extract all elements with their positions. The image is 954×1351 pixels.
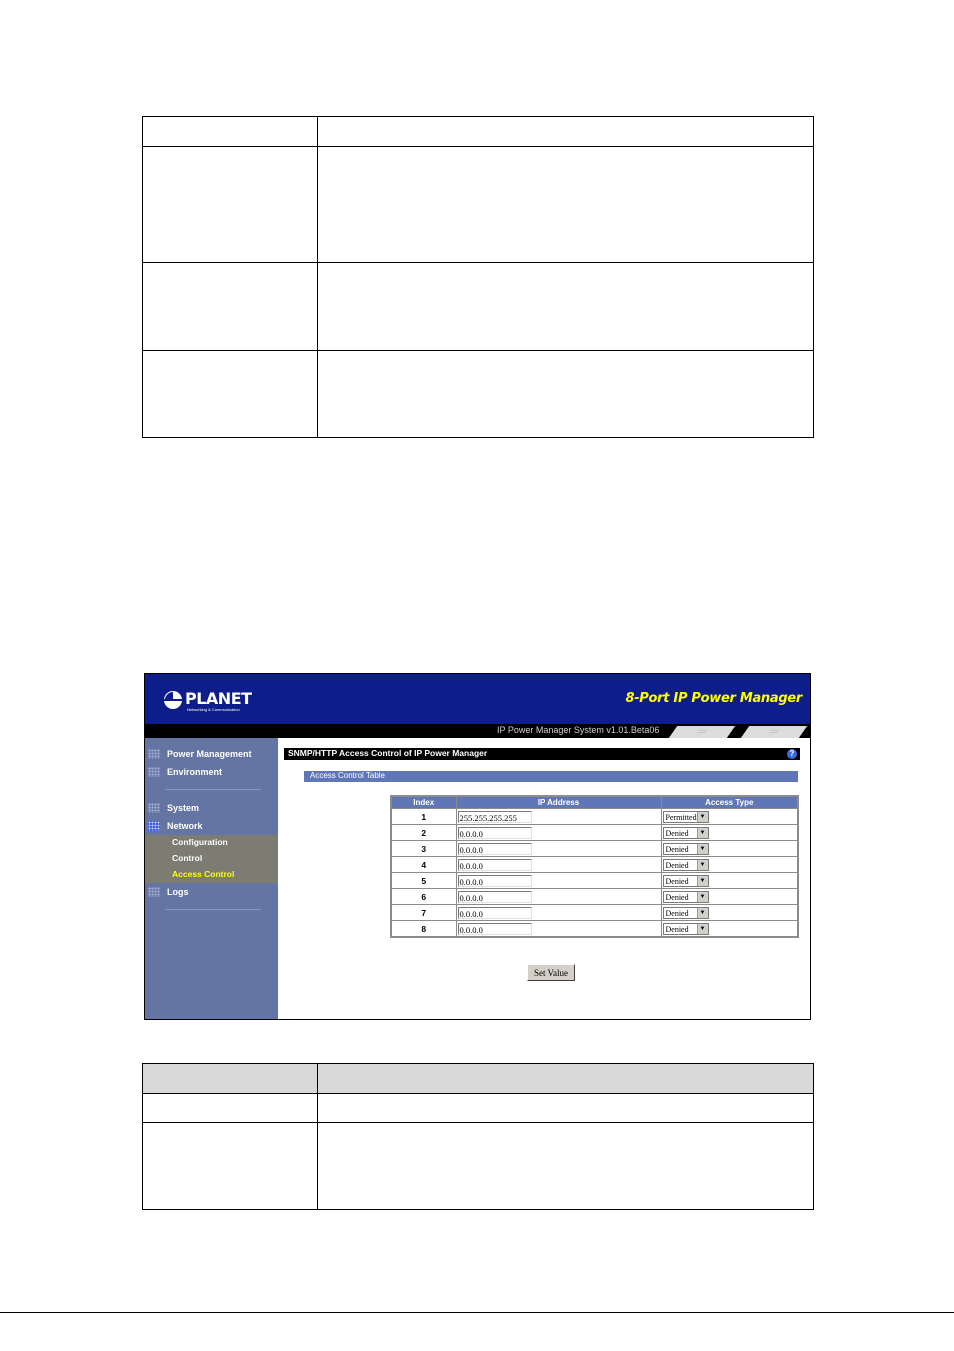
ip-cell bbox=[456, 825, 661, 841]
access-cell bbox=[661, 905, 798, 921]
bottom-table-cell bbox=[143, 1094, 318, 1123]
table-row bbox=[391, 857, 798, 873]
access-control-table bbox=[390, 795, 799, 938]
access-type-select[interactable] bbox=[663, 875, 709, 887]
access-type-value: Denied bbox=[665, 908, 689, 918]
column-header-ip-address: IP Address bbox=[456, 796, 661, 809]
set-value-button[interactable]: Set Value bbox=[527, 964, 575, 981]
access-type-select[interactable] bbox=[663, 843, 709, 855]
chevron-down-icon: ▼ bbox=[697, 828, 708, 838]
bottom-document-table bbox=[142, 1063, 814, 1210]
help-icon[interactable]: ? bbox=[787, 749, 797, 759]
table-row bbox=[391, 809, 798, 825]
system-tab-2[interactable]: ::::: bbox=[741, 726, 807, 738]
table-header-row bbox=[391, 796, 798, 809]
page-title: SNMP/HTTP Access Control of IP Power Manager bbox=[288, 748, 488, 758]
access-type-value: Denied bbox=[665, 860, 689, 870]
sidebar-item-label: Power Management bbox=[167, 749, 252, 759]
sidebar-item-label: System bbox=[167, 803, 200, 813]
access-type-select[interactable] bbox=[663, 891, 709, 903]
access-type-select[interactable] bbox=[663, 827, 709, 839]
sidebar-subitem-access-control[interactable]: Access Control bbox=[172, 869, 235, 879]
access-cell bbox=[661, 809, 798, 825]
table-row bbox=[391, 889, 798, 905]
system-bar bbox=[145, 724, 810, 738]
access-type-value: Denied bbox=[665, 924, 689, 934]
ip-address-input[interactable]: 0.0.0.0 bbox=[458, 843, 532, 855]
table-row bbox=[391, 873, 798, 889]
row-index: 8 bbox=[391, 921, 456, 938]
row-index: 5 bbox=[391, 873, 456, 889]
section-title: Access Control Table bbox=[310, 771, 385, 780]
ip-cell bbox=[456, 921, 661, 938]
access-type-value: Denied bbox=[665, 876, 689, 886]
top-table-cell bbox=[143, 263, 318, 351]
access-cell bbox=[661, 873, 798, 889]
access-cell bbox=[661, 825, 798, 841]
sidebar-item-label: Network bbox=[167, 821, 203, 831]
sidebar-item-power-management[interactable] bbox=[145, 746, 278, 762]
chevron-down-icon: ▼ bbox=[697, 844, 708, 854]
access-type-value: Denied bbox=[665, 892, 689, 902]
bottom-table-cell bbox=[143, 1123, 318, 1210]
footer-divider bbox=[0, 1312, 954, 1313]
logo-text: PLANET bbox=[185, 689, 252, 708]
ip-cell bbox=[456, 857, 661, 873]
planet-logo-icon bbox=[163, 690, 183, 710]
column-header-access-type: Access Type bbox=[661, 796, 798, 809]
access-type-select[interactable] bbox=[663, 923, 709, 935]
ip-cell bbox=[456, 873, 661, 889]
access-type-select[interactable] bbox=[663, 859, 709, 871]
logo-tagline: Networking & Communication bbox=[187, 707, 240, 712]
table-row bbox=[391, 825, 798, 841]
bottom-table-header-cell bbox=[143, 1064, 318, 1094]
main-content bbox=[278, 738, 810, 1020]
chevron-down-icon: ▼ bbox=[697, 876, 708, 886]
product-title: 8-Port IP Power Manager bbox=[625, 691, 802, 706]
sidebar-divider bbox=[165, 789, 261, 790]
page-title-bar bbox=[284, 748, 800, 760]
top-document-table bbox=[142, 116, 814, 438]
ip-cell bbox=[456, 889, 661, 905]
grid-icon bbox=[148, 767, 160, 777]
top-table-cell bbox=[318, 147, 814, 263]
table-row bbox=[391, 841, 798, 857]
bottom-table-cell bbox=[318, 1094, 814, 1123]
column-header-index: Index bbox=[391, 796, 456, 809]
ip-address-input[interactable]: 0.0.0.0 bbox=[458, 827, 532, 839]
bottom-table-header-cell bbox=[318, 1064, 814, 1094]
banner bbox=[145, 674, 810, 724]
ip-cell bbox=[456, 841, 661, 857]
ip-cell bbox=[456, 905, 661, 921]
system-tab-1[interactable]: ::::: bbox=[669, 726, 735, 738]
chevron-down-icon: ▼ bbox=[697, 892, 708, 902]
section-title-bar bbox=[304, 771, 798, 782]
ip-address-input[interactable]: 0.0.0.0 bbox=[458, 907, 532, 919]
access-type-value: Denied bbox=[665, 828, 689, 838]
sidebar-item-label: Environment bbox=[167, 767, 223, 777]
grid-icon bbox=[148, 749, 160, 759]
sidebar-subitem-configuration[interactable]: Configuration bbox=[172, 837, 228, 847]
ip-cell bbox=[456, 809, 661, 825]
sidebar-subitem-control[interactable]: Control bbox=[172, 853, 203, 863]
row-index: 1 bbox=[391, 809, 456, 825]
chevron-down-icon: ▼ bbox=[697, 924, 708, 934]
top-table-cell bbox=[318, 263, 814, 351]
access-cell bbox=[661, 921, 798, 938]
table-row bbox=[391, 905, 798, 921]
chevron-down-icon: ▼ bbox=[697, 860, 708, 870]
bottom-table-cell bbox=[318, 1123, 814, 1210]
chevron-down-icon: ▼ bbox=[697, 908, 708, 918]
sidebar-item-label: Logs bbox=[167, 887, 189, 897]
system-version: IP Power Manager System v1.01.Beta06 bbox=[497, 725, 660, 735]
ip-address-input[interactable]: 0.0.0.0 bbox=[458, 859, 532, 871]
row-index: 4 bbox=[391, 857, 456, 873]
row-index: 3 bbox=[391, 841, 456, 857]
table-row bbox=[391, 921, 798, 938]
chevron-down-icon: ▼ bbox=[697, 812, 708, 822]
planet-logo bbox=[163, 688, 263, 712]
access-type-value: Permitted bbox=[665, 812, 697, 822]
ip-address-input[interactable]: 255.255.255.255 bbox=[458, 811, 532, 823]
top-table-cell bbox=[143, 117, 318, 147]
ip-address-input[interactable]: 0.0.0.0 bbox=[458, 875, 532, 887]
row-index: 7 bbox=[391, 905, 456, 921]
top-table-cell bbox=[143, 351, 318, 438]
access-type-select[interactable] bbox=[663, 811, 709, 823]
access-cell bbox=[661, 857, 798, 873]
access-type-value: Denied bbox=[665, 844, 689, 854]
top-table-cell bbox=[318, 351, 814, 438]
sidebar-item-environment[interactable] bbox=[145, 764, 278, 780]
row-index: 2 bbox=[391, 825, 456, 841]
top-table-cell bbox=[318, 117, 814, 147]
sidebar-item-system[interactable] bbox=[145, 800, 278, 816]
ip-address-input[interactable]: 0.0.0.0 bbox=[458, 891, 532, 903]
ui-screenshot bbox=[144, 673, 811, 1020]
access-cell bbox=[661, 889, 798, 905]
top-table-cell bbox=[143, 147, 318, 263]
grid-icon bbox=[148, 821, 160, 831]
access-cell bbox=[661, 841, 798, 857]
row-index: 6 bbox=[391, 889, 456, 905]
grid-icon bbox=[148, 887, 160, 897]
access-type-select[interactable] bbox=[663, 907, 709, 919]
sidebar-item-logs[interactable] bbox=[145, 884, 278, 900]
sidebar-divider bbox=[165, 909, 261, 910]
sidebar-item-network[interactable] bbox=[145, 818, 278, 834]
grid-icon bbox=[148, 803, 160, 813]
ip-address-input[interactable]: 0.0.0.0 bbox=[458, 923, 532, 935]
network-submenu bbox=[145, 835, 278, 883]
